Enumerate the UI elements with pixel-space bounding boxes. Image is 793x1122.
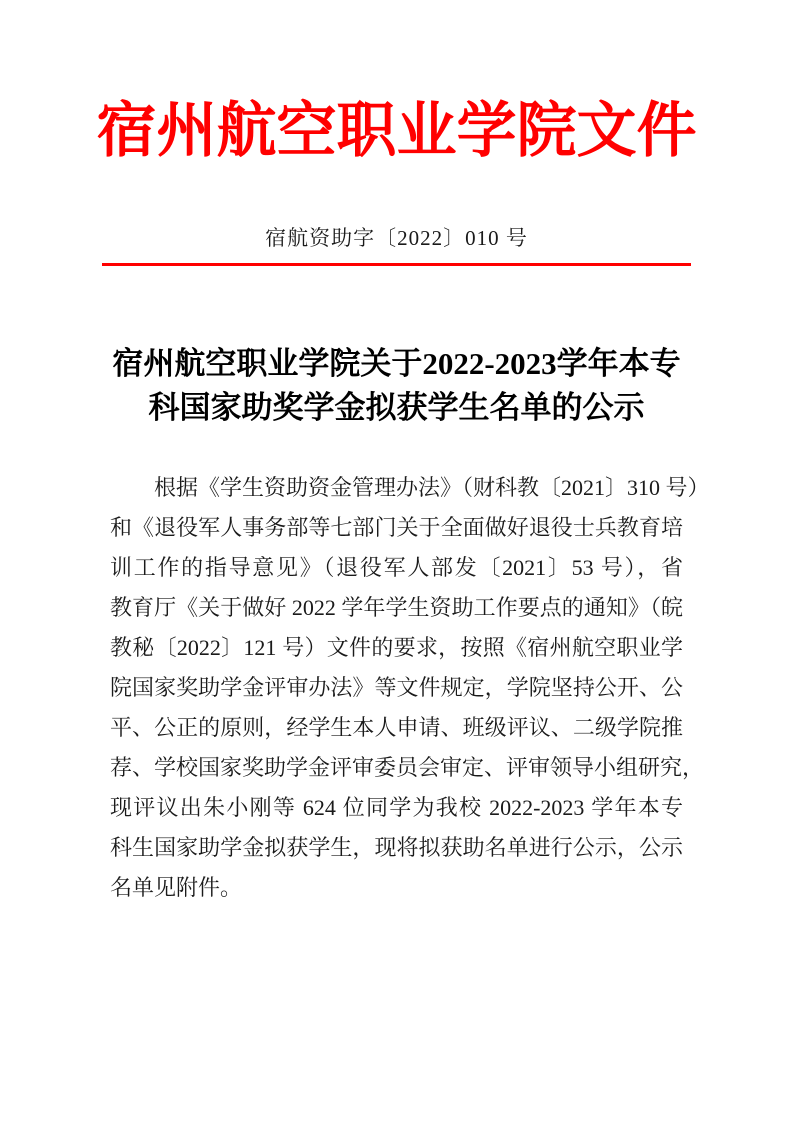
body-line: 教育厅《关于做好 2022 学年学生资助工作要点的通知》（皖 [110, 595, 683, 620]
red-divider-line [102, 263, 691, 266]
letterhead-title: 宿州航空职业学院文件 [96, 98, 697, 164]
notice-title [40, 342, 753, 430]
body-line: 科生国家助学金拟获学生，现将拟获助名单进行公示，公示 [110, 835, 683, 860]
notice-title-line-1: 宿州航空职业学院关于2022-2023学年本专 [112, 346, 681, 381]
notice-title-line-2: 科国家助奖学金拟获学生名单的公示 [148, 390, 645, 425]
body-line: 院国家奖助学金评审办法》等文件规定，学院坚持公开、公 [110, 675, 683, 700]
body-line: 名单见附件。 [110, 875, 243, 900]
body-line: 和《退役军人事务部等七部门关于全面做好退役士兵教育培 [110, 515, 683, 540]
body-line: 荐、学校国家奖助学金评审委员会审定、评审领导小组研究， [110, 755, 705, 780]
document-number: 宿航资助字〔2022〕010 号 [265, 226, 528, 250]
body-line: 现评议出朱小刚等 624 位同学为我校 2022-2023 学年本专 [110, 795, 683, 820]
body-line: 平、公正的原则，经学生本人申请、班级评议、二级学院推 [110, 715, 683, 740]
notice-body [110, 468, 710, 908]
body-line: 根据《学生资助资金管理办法》（财科教〔2021〕310 号） [154, 475, 710, 500]
body-line: 训工作的指导意见》（退役军人部发〔2021〕53 号），省 [110, 555, 683, 580]
body-line: 教秘〔2022〕121 号）文件的要求，按照《宿州航空职业学 [110, 635, 683, 660]
